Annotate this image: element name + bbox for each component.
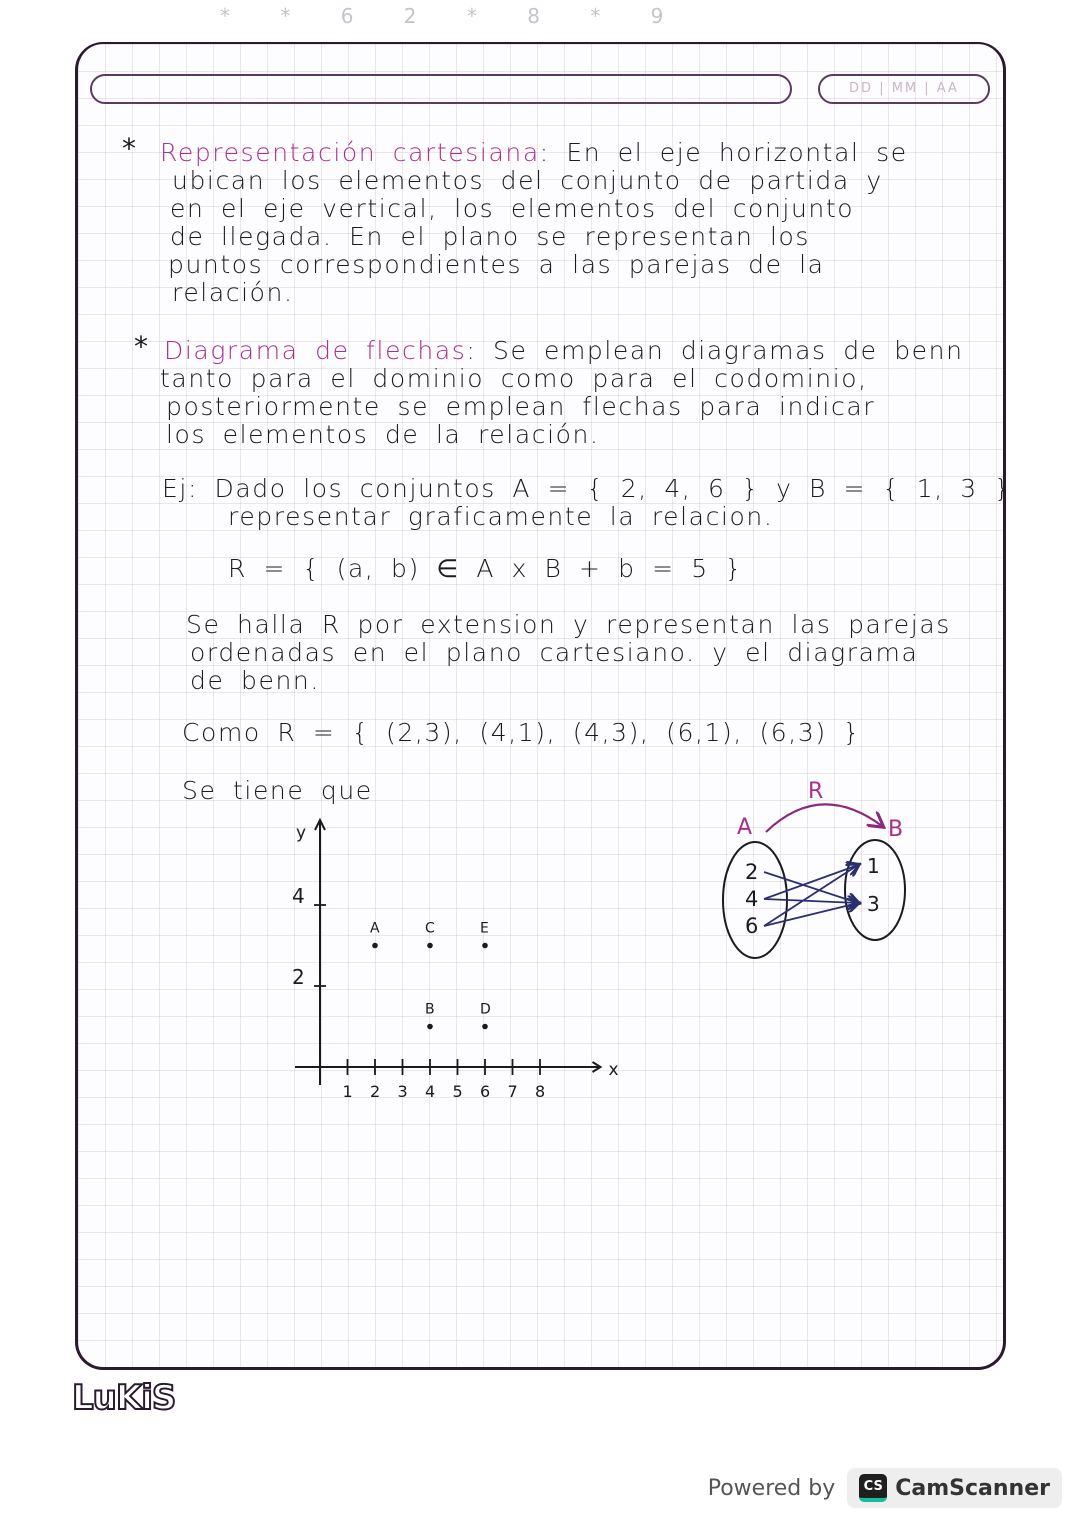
domain-element: 4 xyxy=(745,887,759,911)
data-point xyxy=(482,943,488,949)
arrow-diagram xyxy=(700,770,940,970)
bullet-star: * xyxy=(134,330,148,363)
relation-arrow xyxy=(764,903,858,926)
camscanner-brand: CamScanner xyxy=(895,1475,1050,1501)
text-line: puntos correspondientes a las parejas de la xyxy=(168,250,825,279)
section2-heading-line xyxy=(164,336,964,365)
camscanner-watermark xyxy=(708,1465,1062,1511)
camscanner-badge xyxy=(847,1468,1062,1508)
relation-arrow xyxy=(764,865,858,899)
y-tick-label: 2 xyxy=(292,965,305,989)
x-tick-label: 5 xyxy=(452,1082,463,1101)
example-line: Se halla R por extension y representan las parejas xyxy=(186,610,951,639)
relation-arc-arrow xyxy=(766,804,882,832)
codomain-element: 3 xyxy=(867,892,880,916)
relation-arrow xyxy=(764,865,858,926)
x-axis-label: x xyxy=(608,1060,619,1080)
codomain-element: 1 xyxy=(867,854,880,878)
domain-label: A xyxy=(737,815,753,840)
data-point-label: E xyxy=(480,920,489,937)
data-point xyxy=(372,943,378,949)
example-line: ordenadas en el plano cartesiano. y el diagrama xyxy=(190,638,919,667)
bullet-star: * xyxy=(122,132,136,165)
relation-arrow xyxy=(764,872,858,903)
data-point-label: B xyxy=(425,1001,435,1018)
text-line: tanto para el dominio como para el codominio, xyxy=(160,364,868,393)
bleed-through-marks: * * 6 2 * 8 * 9 xyxy=(220,4,686,28)
y-tick-label: 4 xyxy=(292,884,305,908)
text-line: de llegada. En el plano se representan los xyxy=(170,222,811,251)
section1-heading-line xyxy=(160,138,908,167)
text-line: : Se emplean diagramas de benn xyxy=(466,336,964,365)
example-line: Se tiene que xyxy=(182,776,373,805)
data-point-label: D xyxy=(480,1001,491,1018)
relation-label: R xyxy=(808,779,824,804)
domain-element: 2 xyxy=(745,860,759,884)
text-line: ubican los elementos del conjunto de partida y xyxy=(172,166,883,195)
text-line: en el eje vertical, los elementos del conjunto xyxy=(170,194,855,223)
x-tick-label: 8 xyxy=(535,1082,546,1101)
text-line: relación. xyxy=(172,278,294,307)
section2-title: Diagrama de flechas xyxy=(164,336,467,365)
text-line: posteriormente se emplean flechas para indicar xyxy=(166,392,876,421)
cartesian-plot xyxy=(270,810,630,1110)
codomain-label: B xyxy=(888,817,904,842)
domain-element: 6 xyxy=(745,914,759,938)
data-point xyxy=(427,1024,433,1030)
data-point-label: C xyxy=(425,920,435,937)
x-tick-label: 1 xyxy=(342,1082,353,1101)
x-tick-label: 2 xyxy=(370,1082,381,1101)
example-line: representar graficamente la relacion. xyxy=(228,502,774,531)
title-field xyxy=(90,74,792,104)
powered-by-text: Powered by xyxy=(707,1475,836,1501)
relation-definition: R = { (a, b) ∈ A x B + b = 5 } xyxy=(228,554,743,583)
data-point xyxy=(427,943,433,949)
example-line: de benn. xyxy=(190,666,320,695)
x-tick-label: 4 xyxy=(425,1082,436,1101)
text-line: : En el eje horizontal se xyxy=(539,138,908,167)
date-field: DD | MM | AA xyxy=(818,74,990,104)
camscanner-icon: CS xyxy=(859,1474,887,1502)
example-line: Ej: Dado los conjuntos A = { 2, 4, 6 } y B = { 1, 3 } xyxy=(162,474,1012,503)
y-axis-label: y xyxy=(296,823,307,843)
text-line: los elementos de la relación. xyxy=(166,420,600,449)
x-tick-label: 3 xyxy=(397,1082,408,1101)
x-tick-label: 7 xyxy=(507,1082,518,1101)
relation-arrow xyxy=(764,899,858,903)
x-tick-label: 6 xyxy=(480,1082,491,1101)
relation-extension: Como R = { (2,3), (4,1), (4,3), (6,1), (6,3) } xyxy=(182,718,861,747)
section1-title: Representación cartesiana xyxy=(160,138,540,167)
data-point-label: A xyxy=(370,920,380,937)
lukis-logo: LuKiS xyxy=(72,1378,176,1418)
data-point xyxy=(482,1024,488,1030)
